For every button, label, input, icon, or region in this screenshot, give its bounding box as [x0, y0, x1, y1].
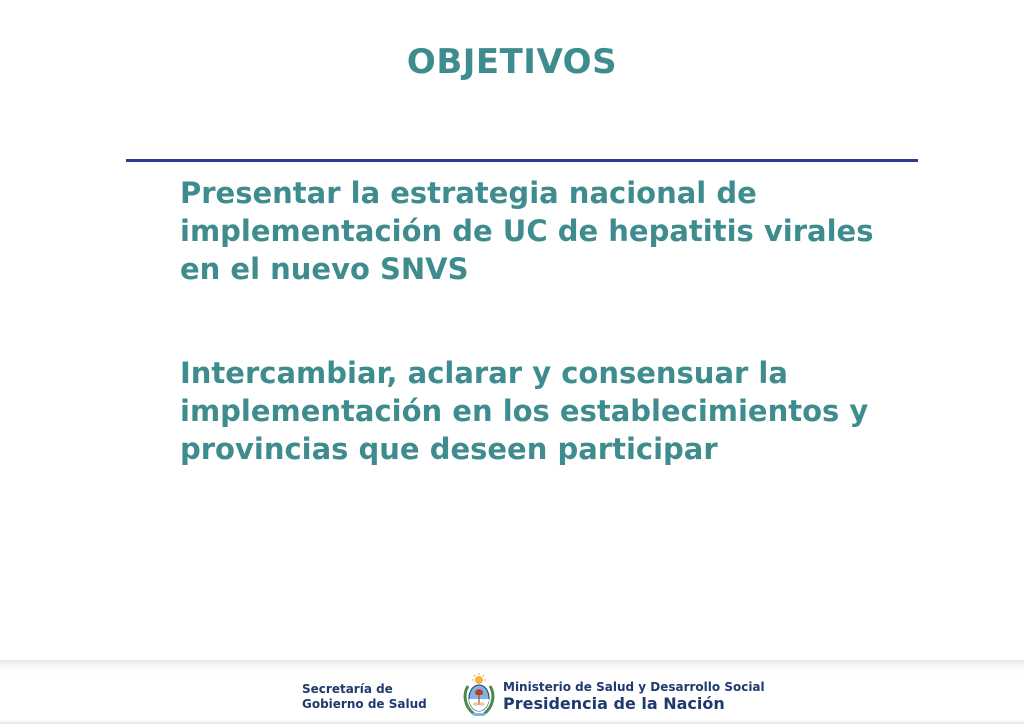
secretaria-line-1: Secretaría de — [302, 682, 393, 696]
secretaria-line-2: Gobierno de Salud — [302, 697, 427, 711]
objectives-list — [180, 174, 920, 468]
ministerio-label: Ministerio de Salud y Desarrollo Social — [503, 680, 765, 694]
objective-item: Presentar la estrategia nacional de implementación de UC de hepatitis virales en el nuevo SNVS — [180, 176, 874, 286]
title-divider — [126, 159, 918, 162]
slide-title: OBJETIVOS — [406, 42, 618, 82]
argentina-coat-of-arms-icon — [462, 672, 496, 718]
secretaria-logo-text — [302, 682, 427, 712]
presidencia-label: Presidencia de la Nación — [503, 694, 725, 713]
objective-item: Intercambiar, aclarar y consensuar la implementación en los establecimientos y provincias que deseen participar — [180, 356, 869, 466]
